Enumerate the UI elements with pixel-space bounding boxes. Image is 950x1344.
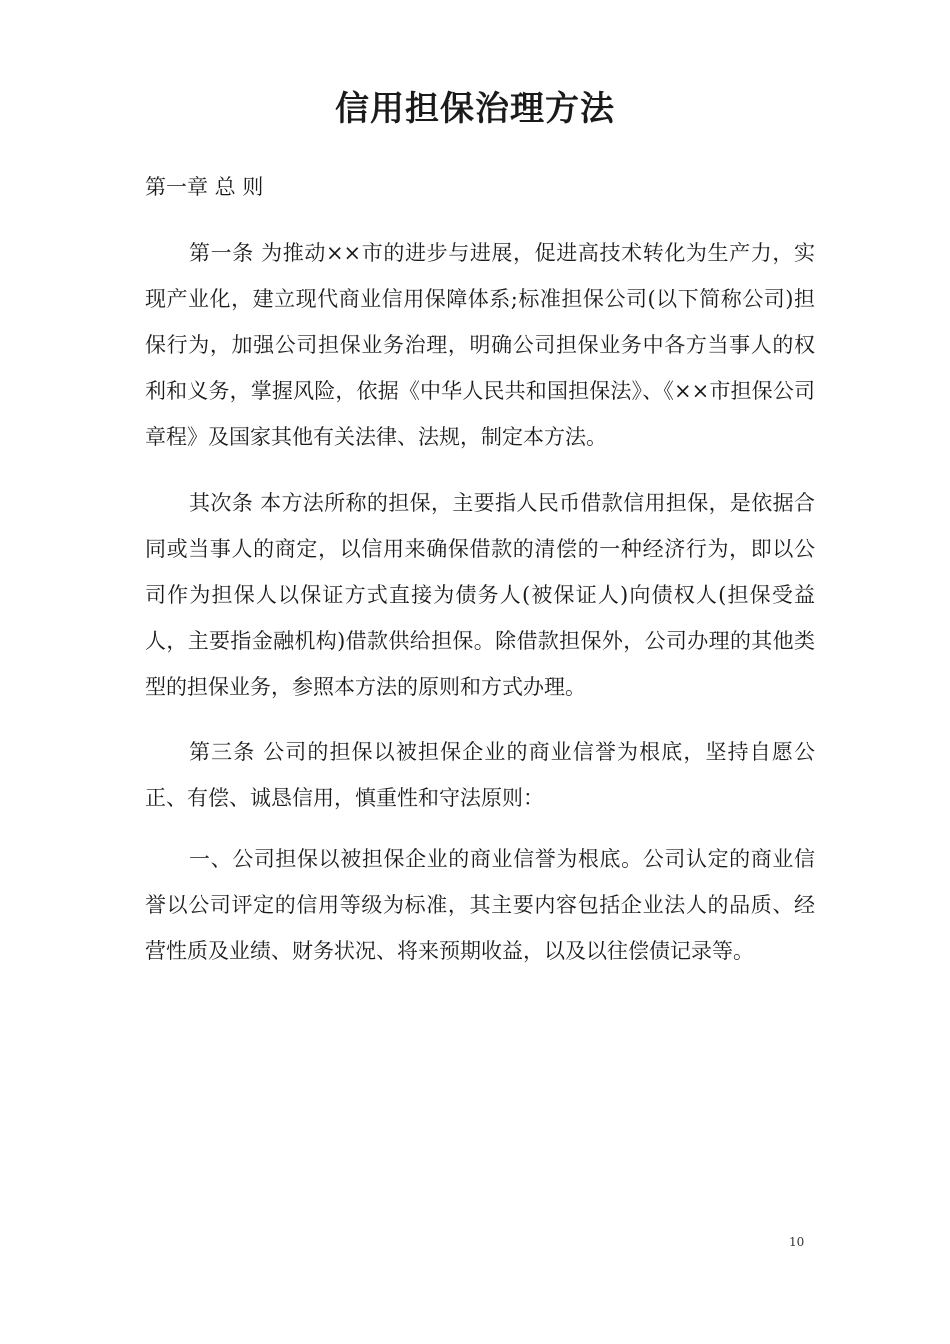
article-1-paragraph: 第一条 为推动××市的进步与进展，促进高技术转化为生产力，实现产业化，建立现代商业信用保障体系;标准担保公司(以下简称公司)担保行为，加强公司担保业务治理，明确公司担保业务中各方当事人的权利和义务，掌握风险，依据《中华人民共和国担保法》、《××市担保公司章程》及国家其他有关法律、法规，制定本方法。 — [145, 241, 815, 449]
article-3-clause-1-paragraph: 一、公司担保以被担保企业的商业信誉为根底。公司认定的商业信誉以公司评定的信用等级为标准，其主要内容包括企业法人的品质、经营性质及业绩、财务状况、将来预期收益，以及以往偿债记录等。 — [145, 847, 815, 963]
chapter-heading: 第一章 总 则 — [145, 175, 264, 199]
article-2-paragraph: 其次条 本方法所称的担保，主要指人民币借款信用担保，是依据合同或当事人的商定，以信用来确保借款的清偿的一种经济行为，即以公司作为担保人以保证方式直接为债务人(被保证人)向债权人(担保受益人，主要指金融机构)借款供给担保。除借款担保外，公司办理的其他类型的担保业务，参照本方法的原则和方式办理。 — [145, 491, 815, 699]
page-number: 10 — [789, 1235, 805, 1249]
document-title: 信用担保治理方法 — [335, 89, 615, 129]
article-3-paragraph: 第三条 公司的担保以被担保企业的商业信誉为根底，坚持自愿公正、有偿、诚恳信用，慎重性和守法原则： — [145, 740, 815, 810]
